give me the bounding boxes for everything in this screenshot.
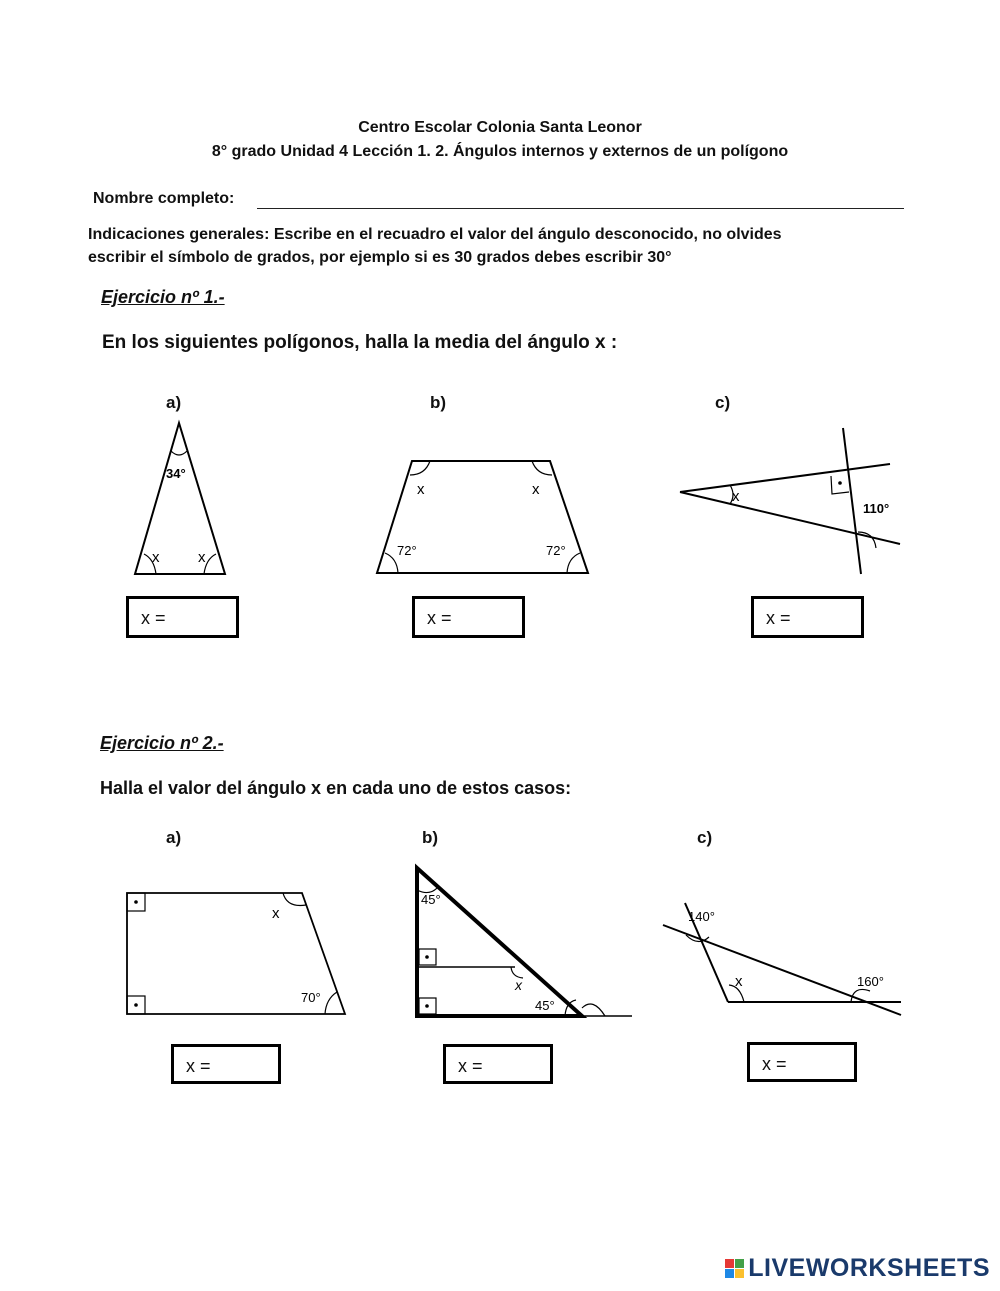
ex2-answer-b-label: x = [458, 1056, 483, 1076]
exercise-1-title: Ejercicio nº 1.- [101, 287, 225, 307]
ex2-label-c: c) [697, 828, 713, 847]
instructions-line-2: escribir el símbolo de grados, por ejemplo si es 30 grados debes escribir 30° [88, 249, 672, 266]
ex1-figure-c-lines [670, 420, 910, 585]
ex1b-angle-top-right: x [532, 481, 540, 498]
ex1-label-a: a) [166, 393, 182, 412]
ex2-answer-a-label: x = [186, 1056, 211, 1076]
lesson-subtitle: 8° grado Unidad 4 Lección 1. 2. Ángulos internos y externos de un polígono [211, 143, 789, 160]
ex2c-angle-x: x [735, 973, 743, 990]
name-label: Nombre completo: [93, 190, 235, 207]
ex1-answer-b[interactable] [412, 596, 525, 638]
ex2-answer-b[interactable] [443, 1044, 553, 1084]
ex1-answer-c-label: x = [766, 608, 791, 628]
ex1c-angle-x: x [732, 488, 740, 505]
ex1-figure-a-triangle [120, 415, 240, 585]
ex2-label-b: b) [422, 828, 439, 847]
ex2-answer-a[interactable] [171, 1044, 281, 1084]
ex2a-angle-x: x [272, 905, 280, 922]
instructions-line-1: Indicaciones generales: Escribe en el recuadro el valor del ángulo desconocido, no olvides [88, 226, 782, 243]
ex2-figure-b-triangle [405, 860, 640, 1025]
ex2-figure-a-trapezoid [115, 880, 360, 1025]
name-input-line[interactable] [257, 191, 904, 209]
ex1-answer-a-label: x = [141, 608, 166, 628]
ex2-answer-c[interactable] [747, 1042, 857, 1082]
exercise-2-prompt: Halla el valor del ángulo x en cada uno de estos casos: [100, 778, 572, 798]
logo-mark-icon [725, 1259, 744, 1278]
ex2a-angle-70: 70° [301, 990, 321, 1005]
ex1-answer-b-label: x = [427, 608, 452, 628]
school-title: Centro Escolar Colonia Santa Leonor [358, 119, 642, 136]
ex2-figure-c-lines [655, 895, 910, 1025]
ex2c-angle-140: 140° [688, 909, 715, 924]
ex2-answer-c-label: x = [762, 1054, 787, 1074]
ex1b-angle-bottom-left: 72° [397, 543, 417, 558]
ex1b-angle-bottom-right: 72° [546, 543, 566, 558]
ex1a-angle-right: x [198, 549, 206, 566]
logo-text: LIVEWORKSHEETS [748, 1254, 990, 1282]
exercise-1-prompt: En los siguientes polígonos, halla la media del ángulo x : [102, 332, 618, 353]
ex1c-angle-110: 110° [863, 501, 890, 516]
ex2-label-a: a) [166, 828, 182, 847]
ex1a-angle-top: 34° [166, 466, 186, 481]
ex1-answer-a[interactable] [126, 596, 239, 638]
ex1a-angle-left: x [152, 549, 160, 566]
ex2c-angle-160: 160° [857, 974, 884, 989]
ex1-figure-b-trapezoid [370, 455, 600, 580]
ex2b-angle-bottom: 45° [535, 998, 555, 1013]
liveworksheets-logo[interactable] [725, 1254, 990, 1283]
ex1b-angle-top-left: x [417, 481, 425, 498]
ex1-label-c: c) [715, 393, 731, 412]
ex2b-angle-x: x [515, 977, 522, 993]
exercise-2-title: Ejercicio nº 2.- [100, 733, 224, 753]
ex1-label-b: b) [430, 393, 447, 412]
ex1-answer-c[interactable] [751, 596, 864, 638]
ex2b-angle-top: 45° [421, 892, 441, 907]
